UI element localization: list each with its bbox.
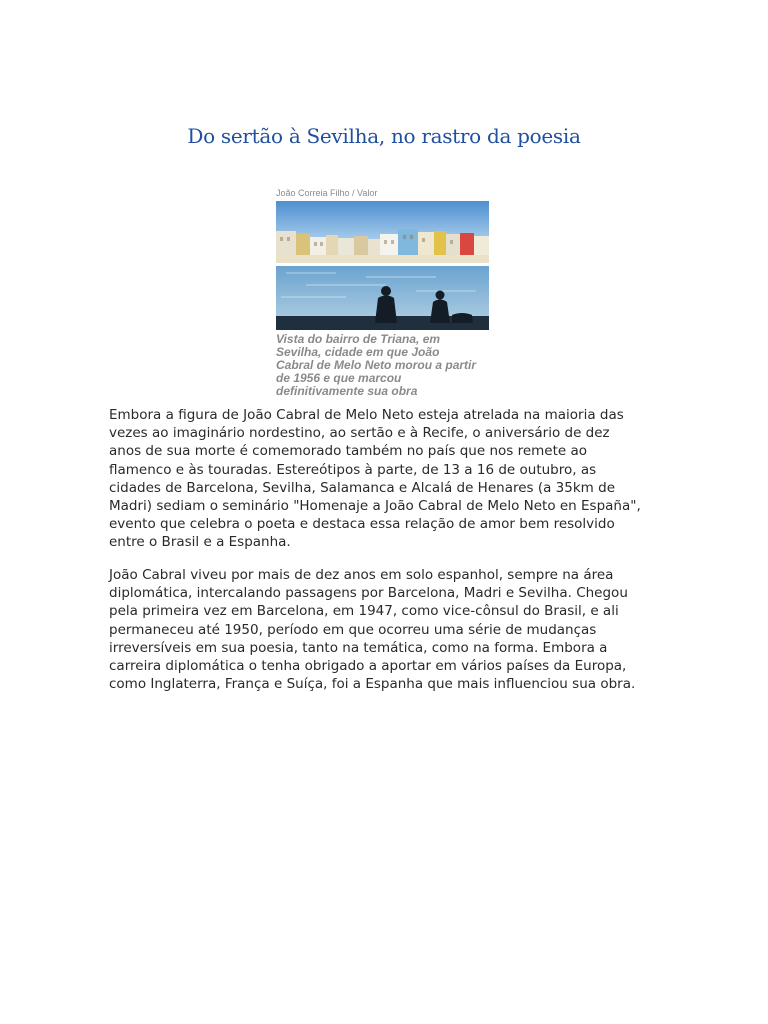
photo-caption: Vista do bairro de Triana, em Sevilha, cidade em que João Cabral de Melo Neto morou a partir de 1956 e que marcou definitivamente sua obra: [276, 332, 477, 398]
article-paragraph: Embora a figura de João Cabral de Melo Neto esteja atrelada na maioria das vezes ao imaginário nordestino, ao sertão e à Recife, o aniversário de dez anos de sua morte é comemorado também no país que nos remete ao flamenco e às touradas. Estereótipos à parte, de 13 a 16 de outubro, as cidades de Barcelona, Sevilha, Salamanca e Alcalá de Henares (a 35km de Madri) sediam o seminário "Homenaje a João Cabral de Melo Neto en España", evento que celebra o poeta e destaca essa relação de amor bem resolvido entre o Brasil e a Espanha.: [109, 407, 641, 551]
article-title: Do sertão à Sevilha, no rastro da poesia: [187, 124, 581, 148]
photo-credit: João Correia Filho / Valor: [276, 188, 378, 198]
article-photo: [276, 201, 489, 330]
article-paragraph: João Cabral viveu por mais de dez anos em solo espanhol, sempre na área diplomática, intercalando passagens por Barcelona, Madri e Sevilha. Chegou pela primeira vez em Barcelona, em 1947, como vice-cônsul do Brasil, e ali permaneceu até 1950, período em que ocorreu uma série de mudanças irreversíveis em sua poesia, tanto na temática, como na forma. Embora a carreira diplomática o tenha obrigado a aportar em vários países da Europa, como Inglaterra, França e Suíça, foi a Espanha que mais influenciou sua obra.: [109, 567, 636, 693]
